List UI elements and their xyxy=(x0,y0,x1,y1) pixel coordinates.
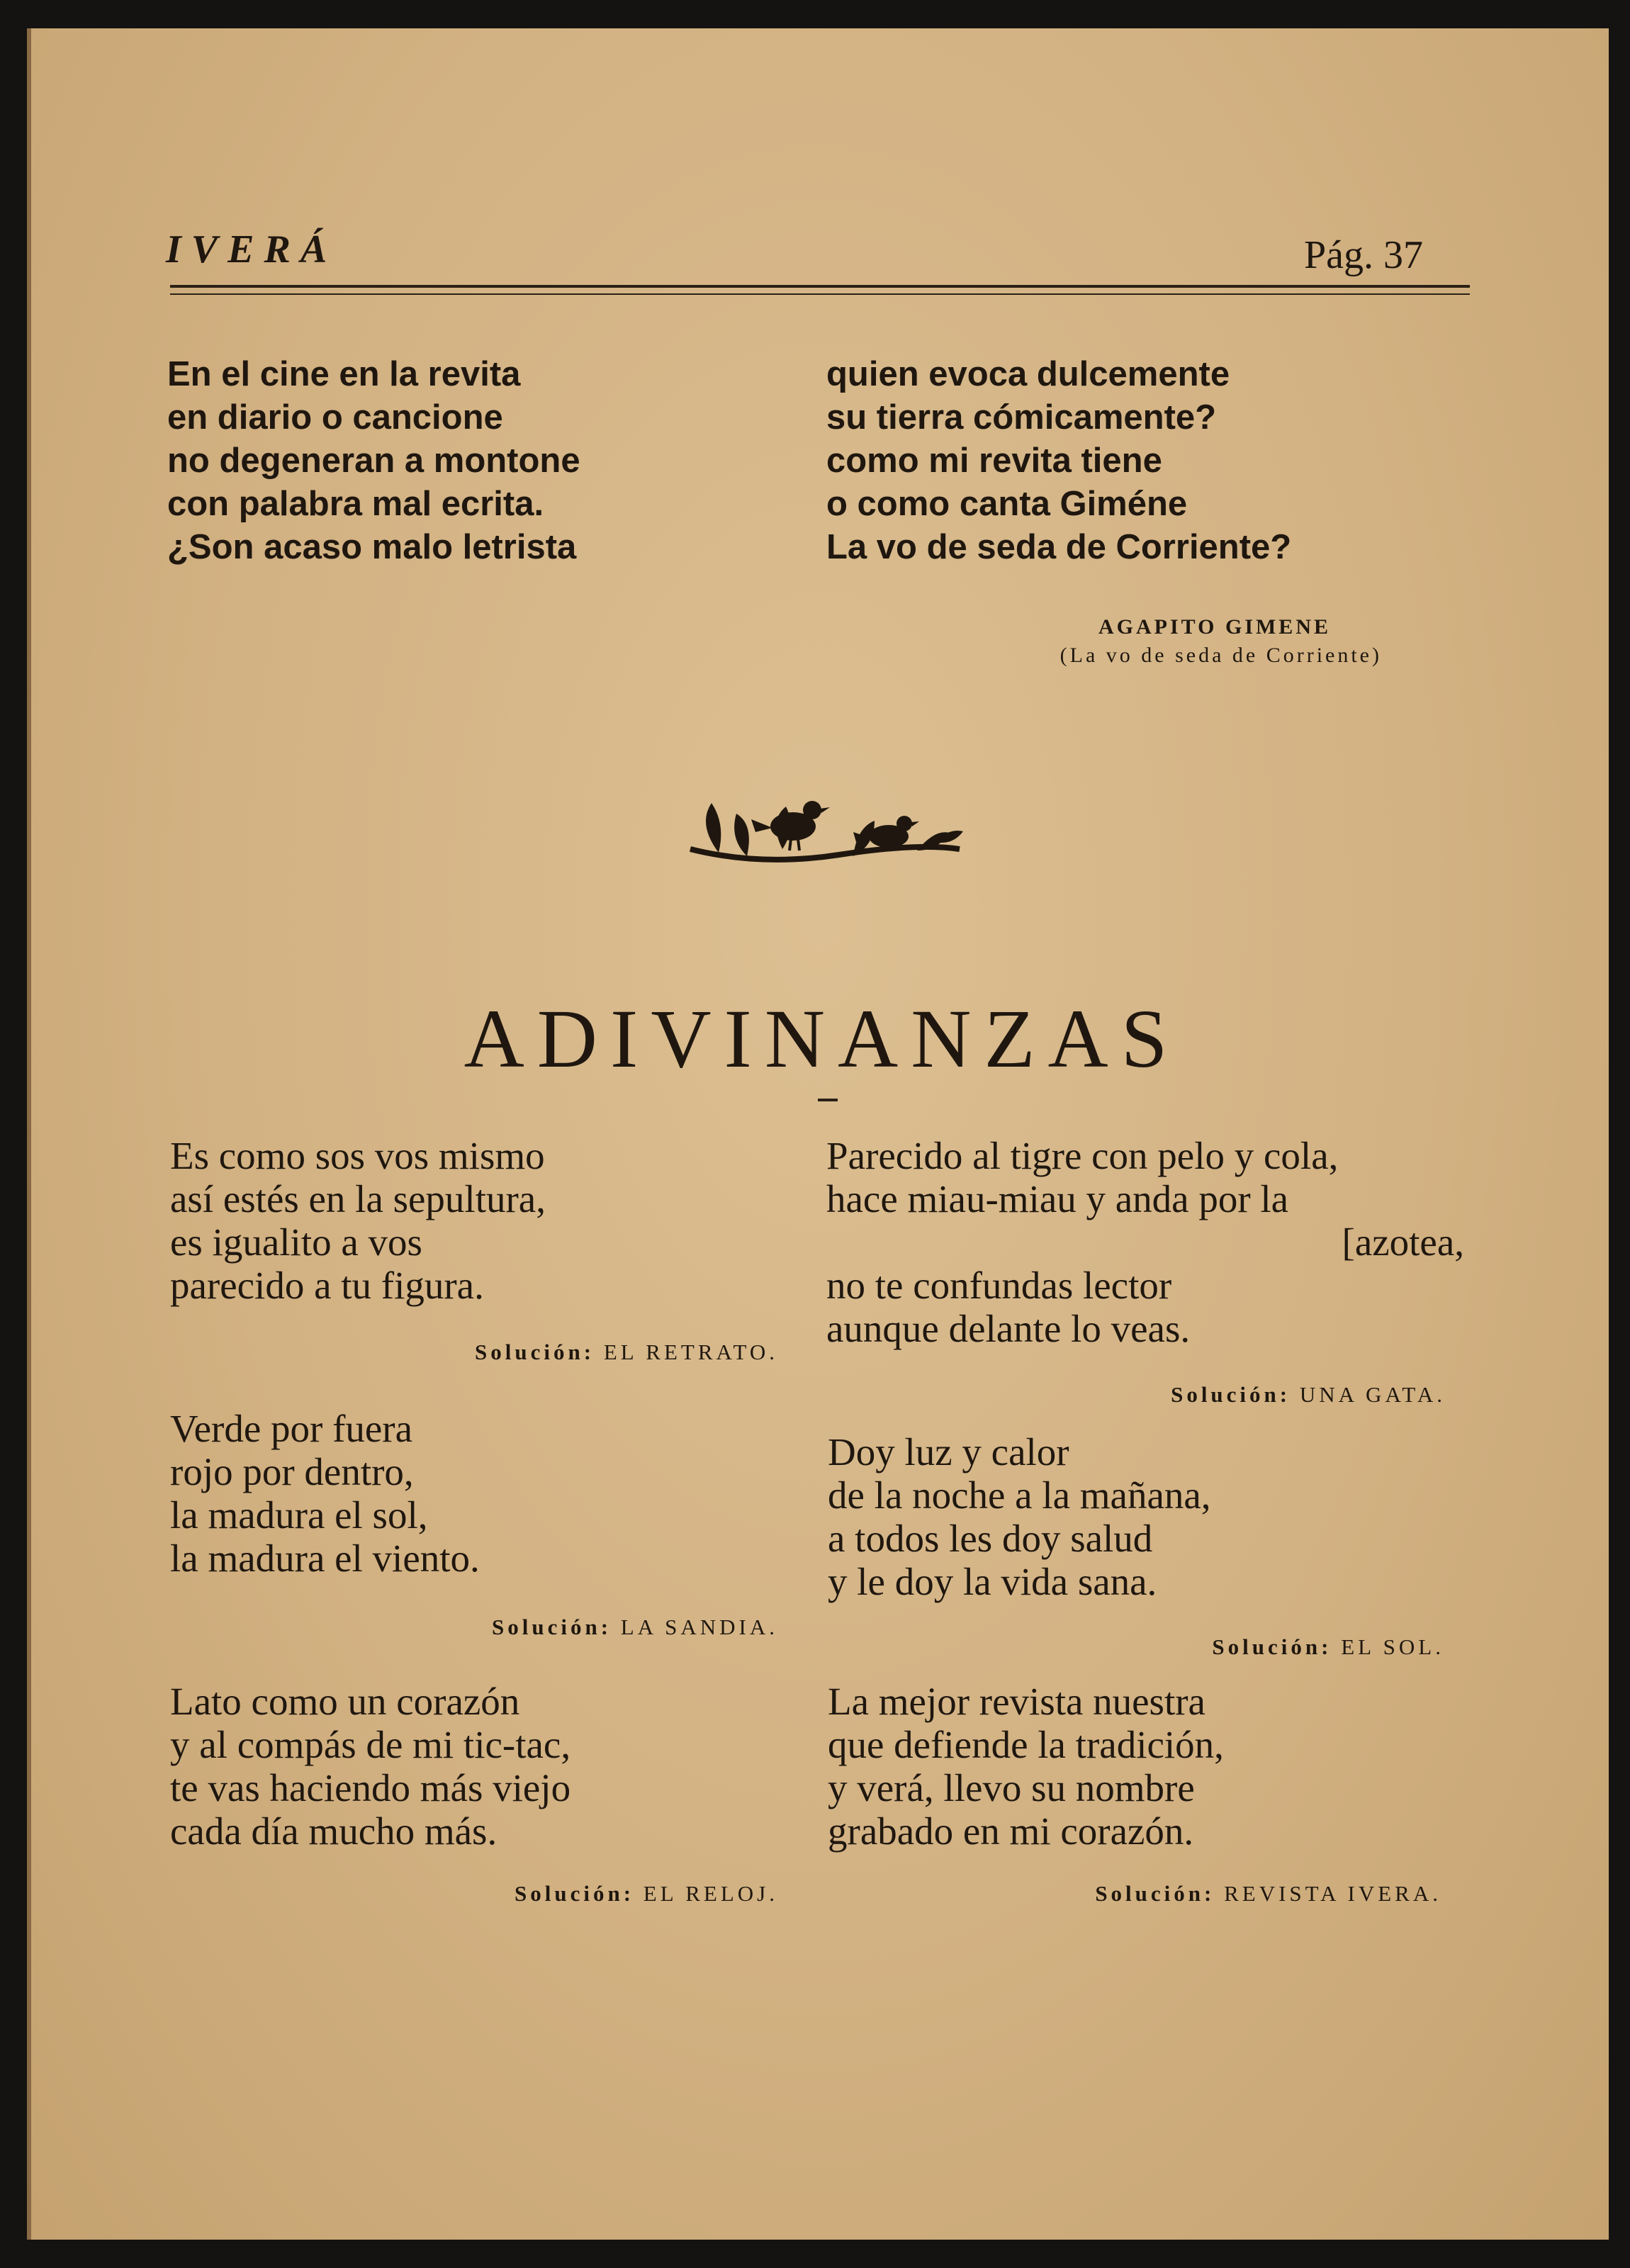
riddle-1 xyxy=(170,1134,546,1307)
riddle-line: que defiende la tradición, xyxy=(828,1723,1224,1766)
riddle-4 xyxy=(826,1134,1464,1350)
riddle-3-solution xyxy=(515,1881,778,1907)
birds-on-branch-ornament xyxy=(676,771,974,877)
poem-right-column xyxy=(826,353,1291,569)
solution-answer: LA SANDIA. xyxy=(620,1615,778,1639)
header-rule-thin xyxy=(170,293,1470,295)
poem-line: como mi revita tiene xyxy=(826,442,1162,480)
riddle-line: grabado en mi corazón. xyxy=(828,1809,1194,1853)
riddle-line: te vas haciendo más viejo xyxy=(170,1766,571,1809)
poem-author: AGAPITO GIMENE xyxy=(1098,615,1331,639)
header-rule xyxy=(170,285,1470,288)
solution-answer: UNA GATA. xyxy=(1299,1382,1446,1407)
riddle-line: aunque delante lo veas. xyxy=(826,1307,1191,1350)
poem-line: ¿Son acaso malo letrista xyxy=(167,528,577,566)
riddle-line: y al compás de mi tic-tac, xyxy=(170,1723,571,1766)
riddle-line: La mejor revista nuestra xyxy=(828,1680,1205,1723)
riddle-1-solution xyxy=(475,1340,778,1365)
poem-line: con palabra mal ecrita. xyxy=(167,485,544,523)
poem-line: quien evoca dulcemente xyxy=(826,355,1230,393)
solution-label: Solución: xyxy=(514,1881,635,1906)
poem-line: En el cine en la revita xyxy=(167,355,521,393)
solution-label: Solución: xyxy=(1171,1382,1291,1407)
riddle-line: Es como sos vos mismo xyxy=(170,1134,545,1177)
solution-answer: EL RELOJ. xyxy=(643,1881,778,1906)
riddle-line: y le doy la vida sana. xyxy=(828,1560,1157,1603)
riddle-line: no te confundas lector xyxy=(826,1264,1172,1307)
riddle-line: Doy luz y calor xyxy=(828,1430,1069,1473)
riddle-line: hace miau-miau y anda por la xyxy=(826,1177,1289,1220)
riddle-5-solution xyxy=(1212,1634,1444,1660)
riddle-line: es igualito a vos xyxy=(170,1220,422,1264)
page-number: Pág. 37 xyxy=(1304,233,1423,277)
magazine-title: IVERÁ xyxy=(166,228,337,271)
riddle-line: así estés en la sepultura, xyxy=(170,1177,546,1220)
riddle-line: y verá, llevo su nombre xyxy=(828,1766,1195,1809)
riddle-line: parecido a tu figura. xyxy=(170,1264,484,1307)
solution-label: Solución: xyxy=(491,1615,612,1639)
riddle-4-solution xyxy=(1171,1382,1446,1408)
riddle-2-solution xyxy=(492,1615,778,1640)
riddle-2 xyxy=(170,1407,480,1580)
riddle-6 xyxy=(828,1680,1224,1853)
poem-line: no degeneran a montone xyxy=(167,442,580,480)
section-title: ADIVINANZAS xyxy=(463,992,1181,1085)
solution-answer: EL SOL. xyxy=(1341,1634,1444,1659)
riddle-line: Lato como un corazón xyxy=(170,1680,520,1723)
solution-answer: EL RETRATO. xyxy=(603,1340,778,1364)
riddle-line: la madura el viento. xyxy=(170,1537,480,1580)
riddle-5 xyxy=(828,1430,1211,1603)
riddle-line: [azotea, xyxy=(1342,1220,1464,1264)
poem-author-note: (La vo de seda de Corriente) xyxy=(1060,644,1382,667)
magazine-page xyxy=(27,28,1609,2240)
riddle-line: Parecido al tigre con pelo y cola, xyxy=(826,1134,1339,1177)
riddle-6-solution xyxy=(1095,1881,1441,1907)
riddle-line: rojo por dentro, xyxy=(170,1450,414,1493)
poem-line: o como canta Giméne xyxy=(826,485,1188,523)
riddle-3 xyxy=(170,1680,570,1853)
riddle-line: la madura el sol, xyxy=(170,1493,428,1537)
riddle-line: a todos les doy salud xyxy=(828,1517,1153,1560)
solution-label: Solución: xyxy=(1095,1881,1215,1906)
poem-left-column xyxy=(167,353,580,569)
title-dash xyxy=(818,1099,838,1101)
riddle-line: Verde por fuera xyxy=(170,1407,413,1450)
poem-line: su tierra cómicamente? xyxy=(826,398,1217,437)
poem-line: La vo de seda de Corriente? xyxy=(826,528,1292,566)
solution-answer: REVISTA IVERA. xyxy=(1224,1881,1441,1906)
riddle-line: de la noche a la mañana, xyxy=(828,1473,1211,1517)
solution-label: Solución: xyxy=(475,1340,595,1364)
poem-line: en diario o cancione xyxy=(167,398,503,437)
solution-label: Solución: xyxy=(1212,1634,1332,1659)
bird-icon xyxy=(751,801,830,850)
riddle-line: cada día mucho más. xyxy=(170,1809,498,1853)
